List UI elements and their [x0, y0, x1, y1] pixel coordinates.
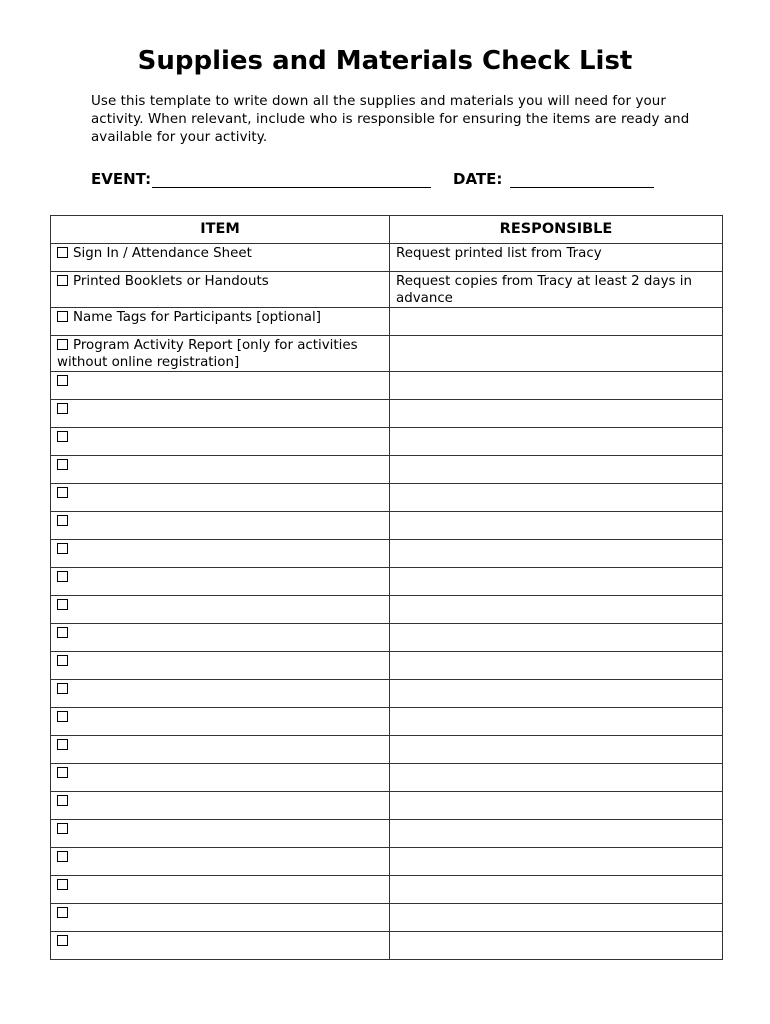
checkbox-icon[interactable]: [57, 767, 68, 778]
table-row: [51, 568, 723, 596]
responsible-cell[interactable]: [390, 876, 723, 904]
responsible-cell[interactable]: [390, 308, 723, 336]
checkbox-icon[interactable]: [57, 275, 68, 286]
table-row: [51, 540, 723, 568]
page-title: Supplies and Materials Check List: [137, 46, 633, 76]
checklist-body: [51, 244, 723, 960]
item-text: Sign In / Attendance Sheet: [73, 246, 252, 261]
checkbox-icon[interactable]: [57, 851, 68, 862]
table-header-row: [51, 216, 723, 244]
table-row: [51, 244, 723, 272]
table-row: [51, 512, 723, 540]
item-cell: [51, 372, 390, 400]
table-row: [51, 400, 723, 428]
item-cell: [51, 308, 390, 336]
table-row: [51, 736, 723, 764]
table-row: [51, 820, 723, 848]
table-row: [51, 596, 723, 624]
date-label: DATE:: [453, 170, 503, 188]
table-row: [51, 932, 723, 960]
checkbox-icon[interactable]: [57, 375, 68, 386]
responsible-cell[interactable]: [390, 272, 723, 308]
item-cell: [51, 336, 390, 372]
checkbox-icon[interactable]: [57, 599, 68, 610]
item-cell: [51, 272, 390, 308]
responsible-cell[interactable]: [390, 244, 723, 272]
checkbox-icon[interactable]: [57, 823, 68, 834]
item-text: Printed Booklets or Handouts: [73, 274, 269, 289]
item-cell: [51, 876, 390, 904]
table-row: [51, 652, 723, 680]
item-cell: [51, 736, 390, 764]
item-text: Name Tags for Participants [optional]: [73, 310, 321, 325]
responsible-cell[interactable]: [390, 512, 723, 540]
item-text: Program Activity Report [only for activities without online registration]: [57, 338, 358, 370]
responsible-column-header: RESPONSIBLE: [390, 216, 723, 244]
item-cell: [51, 904, 390, 932]
checkbox-icon[interactable]: [57, 571, 68, 582]
checkbox-icon[interactable]: [57, 403, 68, 414]
table-row: [51, 904, 723, 932]
responsible-cell[interactable]: [390, 848, 723, 876]
item-cell: [51, 484, 390, 512]
responsible-cell[interactable]: [390, 568, 723, 596]
responsible-cell[interactable]: [390, 540, 723, 568]
checkbox-icon[interactable]: [57, 247, 68, 258]
table-row: [51, 484, 723, 512]
checkbox-icon[interactable]: [57, 627, 68, 638]
table-row: [51, 792, 723, 820]
responsible-cell[interactable]: [390, 336, 723, 372]
responsible-cell[interactable]: [390, 400, 723, 428]
event-label: EVENT:: [91, 170, 152, 188]
responsible-cell[interactable]: [390, 680, 723, 708]
table-row: [51, 456, 723, 484]
item-cell: [51, 596, 390, 624]
table-row: [51, 848, 723, 876]
responsible-text: Request printed list from Tracy: [396, 246, 602, 261]
checklist-table: [50, 215, 723, 960]
checkbox-icon[interactable]: [57, 683, 68, 694]
item-cell: [51, 708, 390, 736]
table-row: [51, 308, 723, 336]
checkbox-icon[interactable]: [57, 795, 68, 806]
item-cell: [51, 848, 390, 876]
responsible-cell[interactable]: [390, 708, 723, 736]
item-cell: [51, 400, 390, 428]
item-cell: [51, 540, 390, 568]
item-cell: [51, 624, 390, 652]
checkbox-icon[interactable]: [57, 515, 68, 526]
checkbox-icon[interactable]: [57, 907, 68, 918]
responsible-cell[interactable]: [390, 484, 723, 512]
item-cell: [51, 764, 390, 792]
event-input-line[interactable]: [152, 187, 431, 188]
responsible-cell[interactable]: [390, 652, 723, 680]
table-row: [51, 708, 723, 736]
instructions-paragraph: Use this template to write down all the supplies and materials you will need for your activity. When relevant, include who is responsible for ensuring the items are ready and available for your activity.: [91, 94, 690, 145]
table-row: [51, 876, 723, 904]
checkbox-icon[interactable]: [57, 487, 68, 498]
table-row: [51, 272, 723, 308]
responsible-cell[interactable]: [390, 624, 723, 652]
checkbox-icon[interactable]: [57, 431, 68, 442]
checkbox-icon[interactable]: [57, 459, 68, 470]
item-cell: [51, 932, 390, 960]
event-date-fields: [91, 170, 671, 192]
responsible-cell[interactable]: [390, 932, 723, 960]
item-cell: [51, 568, 390, 596]
table-row: [51, 372, 723, 400]
table-row: [51, 336, 723, 372]
item-cell: [51, 792, 390, 820]
checkbox-icon[interactable]: [57, 311, 68, 322]
responsible-cell[interactable]: [390, 764, 723, 792]
item-cell: [51, 680, 390, 708]
responsible-cell[interactable]: [390, 820, 723, 848]
date-input-line[interactable]: [510, 187, 654, 188]
responsible-cell[interactable]: [390, 792, 723, 820]
responsible-cell[interactable]: [390, 596, 723, 624]
table-row: [51, 680, 723, 708]
responsible-text: Request copies from Tracy at least 2 days in advance: [396, 274, 692, 306]
item-column-header: ITEM: [51, 216, 390, 244]
checkbox-icon[interactable]: [57, 543, 68, 554]
checkbox-icon[interactable]: [57, 739, 68, 750]
item-cell: [51, 820, 390, 848]
checkbox-icon[interactable]: [57, 935, 68, 946]
checkbox-icon[interactable]: [57, 655, 68, 666]
responsible-cell[interactable]: [390, 428, 723, 456]
responsible-cell[interactable]: [390, 904, 723, 932]
checkbox-icon[interactable]: [57, 879, 68, 890]
checkbox-icon[interactable]: [57, 339, 68, 350]
table-row: [51, 624, 723, 652]
item-cell: [51, 512, 390, 540]
responsible-cell[interactable]: [390, 372, 723, 400]
responsible-cell[interactable]: [390, 456, 723, 484]
table-row: [51, 764, 723, 792]
item-cell: [51, 456, 390, 484]
item-cell: [51, 244, 390, 272]
item-cell: [51, 428, 390, 456]
responsible-cell[interactable]: [390, 736, 723, 764]
item-cell: [51, 652, 390, 680]
checkbox-icon[interactable]: [57, 711, 68, 722]
table-row: [51, 428, 723, 456]
